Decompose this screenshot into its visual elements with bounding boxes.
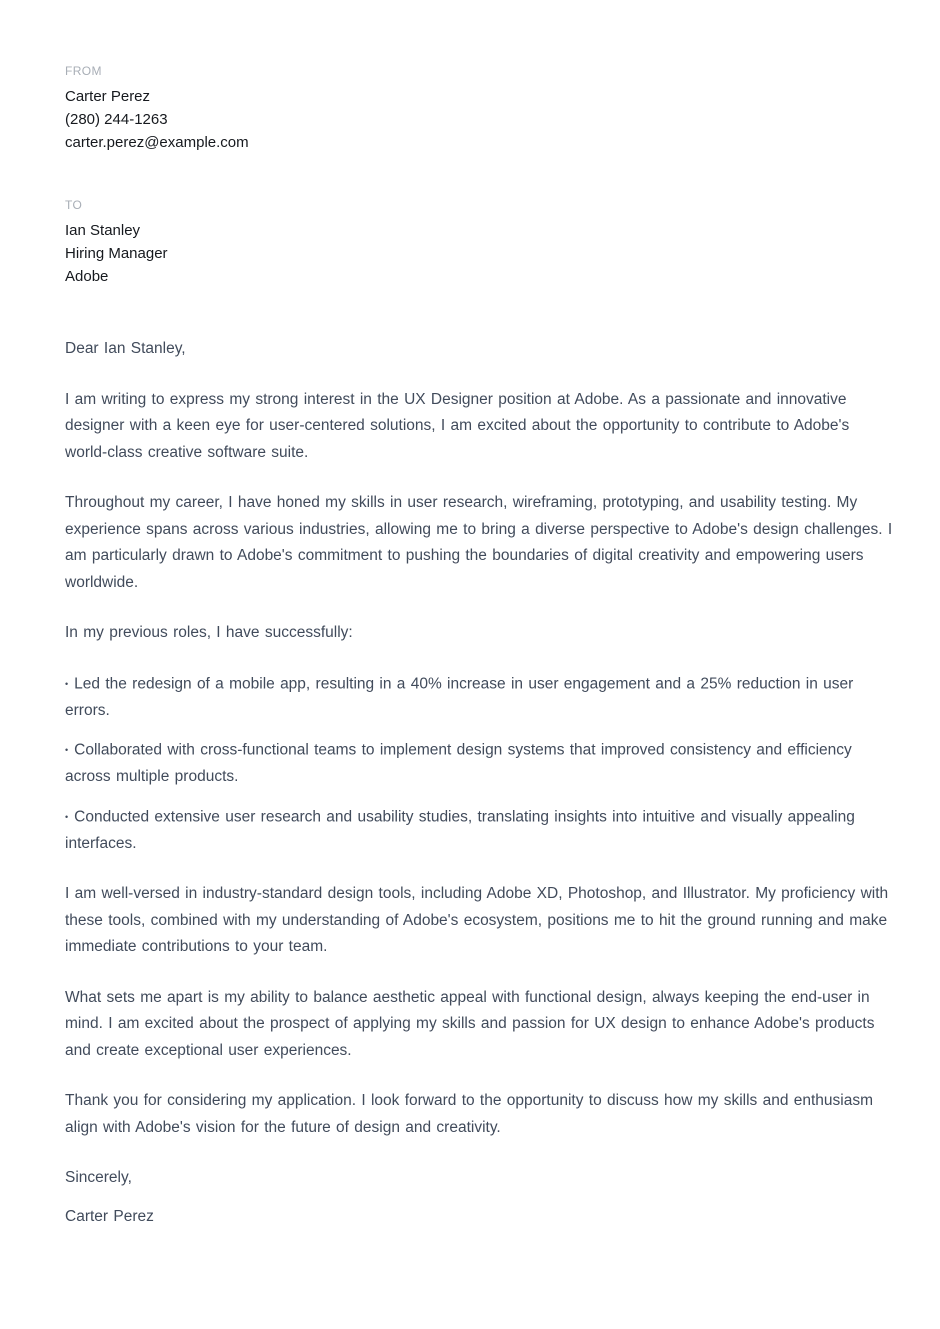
paragraph-roles-lead-in: In my previous roles, I have successfully: <box>65 624 353 641</box>
from-block <box>65 64 892 154</box>
paragraph-experience: Throughout my career, I have honed my skills in user research, wireframing, prototyping, and usability testing. My experience spans across various industries, allowing me to bring a diverse perspective to Adobe's design challenges. I am particularly drawn to Adobe's commitment to pushing the boundaries of digital creativity and empowering users worldwide. <box>65 494 893 591</box>
signoff: Sincerely, <box>65 1169 132 1187</box>
to-block <box>65 198 892 288</box>
letter-body <box>65 336 893 1230</box>
paragraph-thanks: Thank you for considering my application. I look forward to the opportunity to discuss how my skills and enthusiasm align with Adobe's vision for the future of design and creativity. <box>65 1092 874 1136</box>
sender-phone: (280) 244-1263 <box>65 111 168 128</box>
from-label: FROM <box>65 64 102 78</box>
recipient-title: Hiring Manager <box>65 245 168 262</box>
greeting: Dear Ian Stanley, <box>65 340 186 357</box>
bullet-text: Conducted extensive user research and usability studies, translating insights into intuitive and visually appealing interfaces. <box>65 808 855 852</box>
bullet-item <box>65 671 893 725</box>
to-label: TO <box>65 198 83 212</box>
bullet-item <box>65 737 893 791</box>
sender-email: carter.perez@example.com <box>65 134 249 151</box>
sender-name: Carter Perez <box>65 88 151 105</box>
bullet-text: Led the redesign of a mobile app, resulting in a 40% increase in user engagement and a 25% reduction in user errors. <box>65 675 854 719</box>
bullet-icon: • <box>65 678 69 689</box>
paragraph-tools: I am well-versed in industry-standard design tools, including Adobe XD, Photoshop, and Illustrator. My proficiency with these tools, combined with my understanding of Adobe's ecosystem, positions me to hit the ground running and make immediate contributions to your team. <box>65 885 889 956</box>
paragraph-strengths: What sets me apart is my ability to balance aesthetic appeal with functional design, always keeping the end-user in mind. I am excited about the prospect of applying my skills and passion for UX design to enhance Adobe's products and create exceptional user experiences. <box>65 988 875 1059</box>
paragraph-intro: I am writing to express my strong interest in the UX Designer position at Adobe. As a passionate and innovative designer with a keen eye for user-centered solutions, I am excited about the opportunity to contribute to Adobe's world-class creative software suite. <box>65 390 850 461</box>
bullet-item <box>65 804 893 858</box>
bullet-icon: • <box>65 745 69 756</box>
bullet-text: Collaborated with cross-functional teams to implement design systems that improved consistency and efficiency across multiple products. <box>65 741 852 786</box>
letter-header <box>65 64 892 288</box>
recipient-company: Adobe <box>65 268 109 285</box>
bullet-icon: • <box>65 811 69 822</box>
recipient-name: Ian Stanley <box>65 222 141 239</box>
signature-name: Carter Perez <box>65 1207 154 1225</box>
